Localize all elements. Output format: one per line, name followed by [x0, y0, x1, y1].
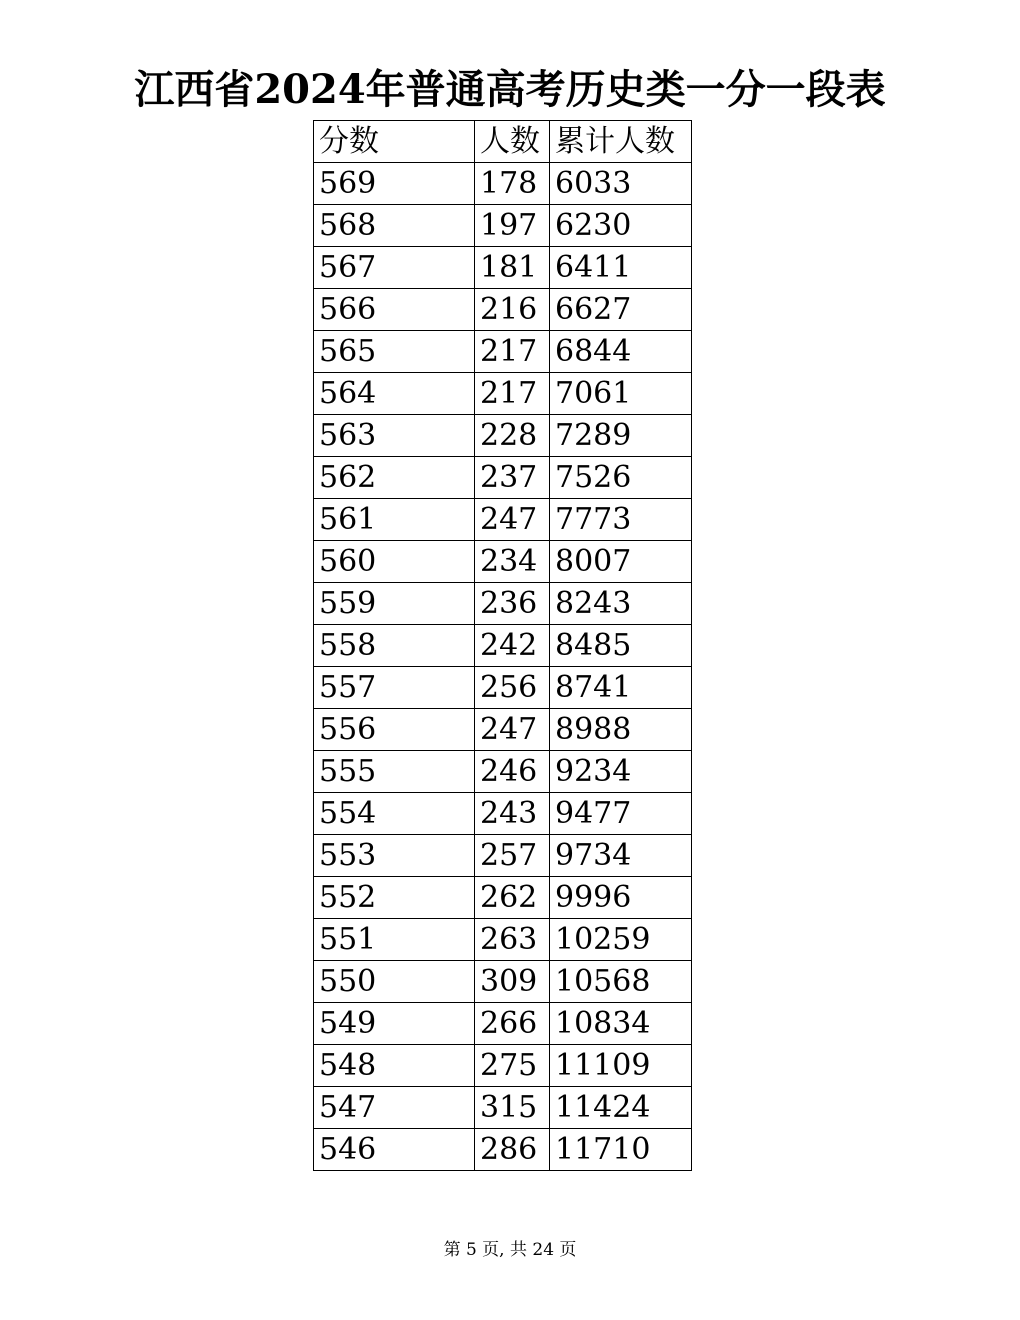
cell-score: 565	[314, 331, 475, 373]
table-row	[314, 415, 692, 457]
table-row	[314, 163, 692, 205]
cell-cumulative: 8243	[550, 583, 692, 625]
cell-count: 247	[475, 709, 550, 751]
table-row	[314, 289, 692, 331]
cell-count: 286	[475, 1129, 550, 1171]
header-cumulative: 累计人数	[550, 121, 692, 163]
cell-count: 263	[475, 919, 550, 961]
cell-score: 562	[314, 457, 475, 499]
cell-cumulative: 6844	[550, 331, 692, 373]
cell-score: 551	[314, 919, 475, 961]
table-row	[314, 457, 692, 499]
table-row	[314, 793, 692, 835]
cell-score: 569	[314, 163, 475, 205]
cell-count: 257	[475, 835, 550, 877]
cell-cumulative: 8741	[550, 667, 692, 709]
cell-cumulative: 11109	[550, 1045, 692, 1087]
table-row	[314, 1129, 692, 1171]
table-row	[314, 709, 692, 751]
cell-score: 552	[314, 877, 475, 919]
cell-score: 547	[314, 1087, 475, 1129]
cell-score: 548	[314, 1045, 475, 1087]
page-number-footer: 第 5 页, 共 24 页	[443, 1240, 577, 1260]
cell-cumulative: 7526	[550, 457, 692, 499]
table-row	[314, 835, 692, 877]
header-score: 分数	[314, 121, 475, 163]
cell-count: 266	[475, 1003, 550, 1045]
cell-score: 560	[314, 541, 475, 583]
header-count: 人数	[475, 121, 550, 163]
cell-count: 234	[475, 541, 550, 583]
cell-count: 228	[475, 415, 550, 457]
table-row	[314, 625, 692, 667]
table-row	[314, 583, 692, 625]
table-row	[314, 1045, 692, 1087]
table-row	[314, 919, 692, 961]
table-row	[314, 205, 692, 247]
cell-score: 556	[314, 709, 475, 751]
cell-cumulative: 8007	[550, 541, 692, 583]
table-row	[314, 1087, 692, 1129]
cell-count: 181	[475, 247, 550, 289]
cell-count: 178	[475, 163, 550, 205]
cell-count: 236	[475, 583, 550, 625]
table-row	[314, 751, 692, 793]
cell-cumulative: 7773	[550, 499, 692, 541]
cell-cumulative: 10568	[550, 961, 692, 1003]
cell-cumulative: 9477	[550, 793, 692, 835]
score-distribution-table	[313, 120, 692, 1171]
cell-cumulative: 7061	[550, 373, 692, 415]
table-row	[314, 541, 692, 583]
cell-count: 197	[475, 205, 550, 247]
page-title: 江西省2024年普通高考历史类一分一段表	[134, 66, 886, 113]
cell-score: 559	[314, 583, 475, 625]
cell-score: 546	[314, 1129, 475, 1171]
cell-score: 555	[314, 751, 475, 793]
cell-count: 247	[475, 499, 550, 541]
cell-count: 246	[475, 751, 550, 793]
cell-score: 567	[314, 247, 475, 289]
cell-score: 550	[314, 961, 475, 1003]
cell-score: 564	[314, 373, 475, 415]
cell-cumulative: 9996	[550, 877, 692, 919]
cell-cumulative: 6033	[550, 163, 692, 205]
cell-cumulative: 8988	[550, 709, 692, 751]
cell-score: 566	[314, 289, 475, 331]
table-row	[314, 331, 692, 373]
cell-cumulative: 9734	[550, 835, 692, 877]
cell-count: 256	[475, 667, 550, 709]
table-row	[314, 667, 692, 709]
cell-cumulative: 11710	[550, 1129, 692, 1171]
table-header-row	[314, 121, 692, 163]
cell-score: 563	[314, 415, 475, 457]
table-row	[314, 961, 692, 1003]
table-row	[314, 1003, 692, 1045]
cell-cumulative: 11424	[550, 1087, 692, 1129]
cell-count: 217	[475, 331, 550, 373]
cell-count: 262	[475, 877, 550, 919]
cell-cumulative: 8485	[550, 625, 692, 667]
cell-count: 315	[475, 1087, 550, 1129]
cell-score: 553	[314, 835, 475, 877]
table-row	[314, 499, 692, 541]
cell-score: 549	[314, 1003, 475, 1045]
cell-count: 275	[475, 1045, 550, 1087]
cell-cumulative: 6230	[550, 205, 692, 247]
cell-cumulative: 6411	[550, 247, 692, 289]
cell-score: 557	[314, 667, 475, 709]
cell-count: 242	[475, 625, 550, 667]
cell-cumulative: 9234	[550, 751, 692, 793]
table-row	[314, 247, 692, 289]
cell-count: 217	[475, 373, 550, 415]
cell-score: 558	[314, 625, 475, 667]
table-row	[314, 877, 692, 919]
cell-count: 309	[475, 961, 550, 1003]
cell-cumulative: 6627	[550, 289, 692, 331]
cell-count: 237	[475, 457, 550, 499]
cell-cumulative: 10259	[550, 919, 692, 961]
cell-count: 243	[475, 793, 550, 835]
cell-cumulative: 7289	[550, 415, 692, 457]
cell-cumulative: 10834	[550, 1003, 692, 1045]
cell-score: 554	[314, 793, 475, 835]
cell-count: 216	[475, 289, 550, 331]
cell-score: 568	[314, 205, 475, 247]
cell-score: 561	[314, 499, 475, 541]
table-row	[314, 373, 692, 415]
